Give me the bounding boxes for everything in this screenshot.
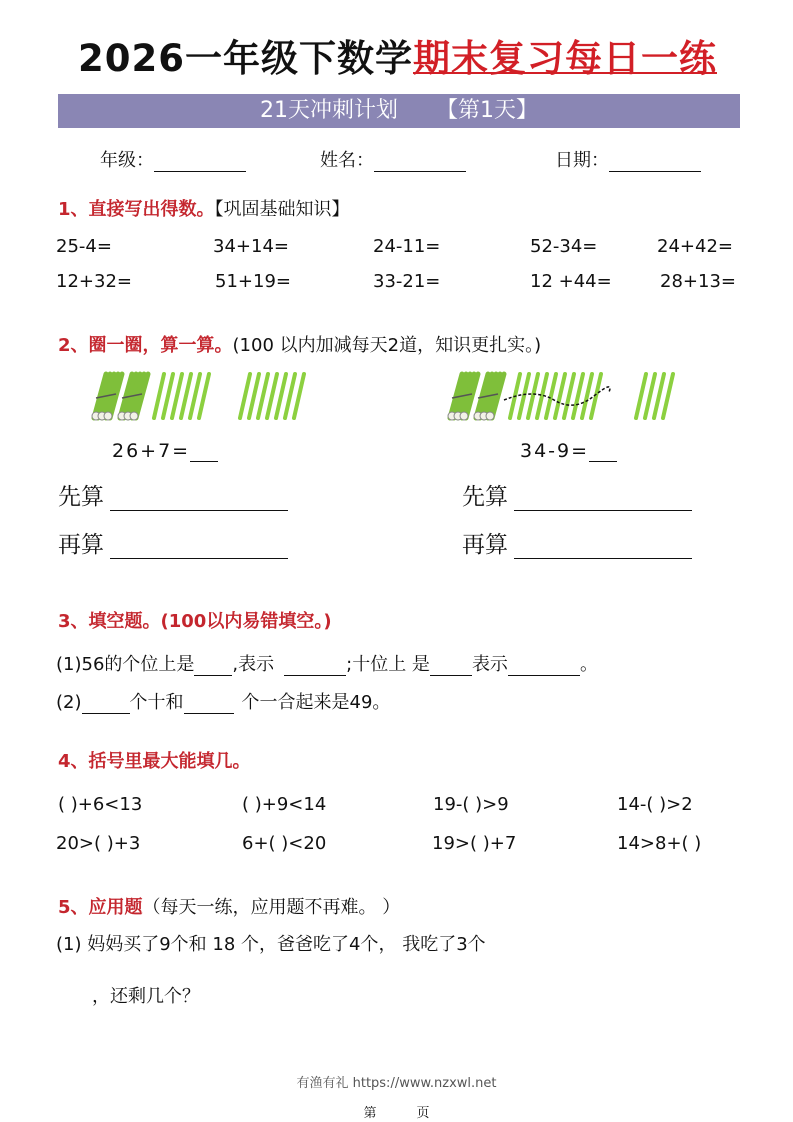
calc-problem: 24-11= bbox=[373, 236, 441, 257]
title-red: 期末复习每日一练 bbox=[412, 37, 717, 80]
calc-problem: 33-21= bbox=[373, 271, 441, 292]
right-first-blank[interactable] bbox=[514, 484, 692, 511]
section5-heading: 5、应用题（每天一练，应用题不再难。 ） bbox=[58, 897, 401, 918]
calc-problem: 25-4= bbox=[56, 236, 112, 257]
stick-bundle bbox=[448, 374, 478, 420]
inequality-item: 6+( )<20 bbox=[242, 833, 327, 854]
section2-heading: 2、圈一圈，算一算。(100 以内加减每天2道，知识更扎实。) bbox=[58, 335, 542, 356]
banner-day: 【第1天】 bbox=[436, 98, 538, 123]
right-then-blank[interactable] bbox=[514, 532, 692, 559]
left-first-step: 先算 bbox=[58, 478, 288, 511]
right-first-step: 先算 bbox=[462, 478, 692, 511]
calc-problem: 12+32= bbox=[56, 271, 132, 292]
grade-blank[interactable] bbox=[154, 151, 246, 172]
blank[interactable] bbox=[430, 655, 472, 676]
left-answer-blank[interactable] bbox=[190, 441, 218, 462]
footer-watermark: 有渔有礼 https://www.nzxwl.net bbox=[296, 1076, 497, 1091]
inequality-item: 19>( )+7 bbox=[432, 833, 517, 854]
calc-problem: 12 +44= bbox=[530, 271, 612, 292]
date-label: 日期： bbox=[555, 150, 609, 171]
stick-bundle bbox=[92, 374, 122, 420]
inequality-item: ( )+9<14 bbox=[242, 794, 327, 815]
blank[interactable] bbox=[284, 655, 346, 676]
title-black: 2026一年级下数学 bbox=[78, 37, 413, 80]
grade-field bbox=[100, 146, 246, 172]
left-expression: 26+7= bbox=[112, 440, 218, 462]
plan-banner bbox=[58, 94, 740, 128]
calc-problem: 28+13= bbox=[660, 271, 736, 292]
calc-problem: 52-34= bbox=[530, 236, 598, 257]
calc-problem: 24+42= bbox=[657, 236, 733, 257]
date-field bbox=[555, 146, 701, 172]
section1-heading: 1、直接写出得数。【巩固基础知识】 bbox=[58, 199, 350, 220]
calc-problem: 51+19= bbox=[215, 271, 291, 292]
right-then-step: 再算 bbox=[462, 526, 692, 559]
right-expression: 34-9= bbox=[520, 440, 617, 462]
left-first-blank[interactable] bbox=[110, 484, 288, 511]
inequality-item: 14-( )>2 bbox=[617, 794, 693, 815]
inequality-item: 14>8+( ) bbox=[617, 833, 702, 854]
inequality-item: 19-( )>9 bbox=[433, 794, 509, 815]
name-field bbox=[320, 146, 466, 172]
calc-problem: 34+14= bbox=[213, 236, 289, 257]
blank[interactable] bbox=[508, 655, 580, 676]
banner-plan: 21天冲刺计划 bbox=[260, 98, 398, 123]
name-label: 姓名： bbox=[320, 150, 374, 171]
page-number: 第 页 bbox=[363, 1106, 430, 1121]
blank[interactable] bbox=[82, 693, 130, 714]
left-then-blank[interactable] bbox=[110, 532, 288, 559]
fill-question-2: (2) 个十和 个一合起来是49。 bbox=[56, 692, 391, 713]
right-sticks-image bbox=[444, 370, 694, 424]
blank[interactable] bbox=[194, 655, 232, 676]
right-answer-blank[interactable] bbox=[589, 441, 617, 462]
word-problem-line-1: (1) 妈妈买了9个和 18 个，爸爸吃了4个， 我吃了3个 bbox=[56, 934, 486, 955]
page-title bbox=[78, 28, 717, 82]
name-blank[interactable] bbox=[374, 151, 466, 172]
blank[interactable] bbox=[184, 693, 234, 714]
inequality-item: ( )+6<13 bbox=[58, 794, 143, 815]
inequality-item: 20>( )+3 bbox=[56, 833, 141, 854]
left-sticks-image bbox=[88, 370, 338, 424]
word-problem-line-2: ，还剩几个？ bbox=[92, 986, 200, 1007]
grade-label: 年级： bbox=[100, 150, 154, 171]
fill-question-1: (1)56的个位上是 ,表示 ;十位上 是 表示 。 bbox=[56, 654, 598, 675]
section3-heading: 3、填空题。(100以内易错填空。) bbox=[58, 611, 332, 632]
section4-heading: 4、括号里最大能填几。 bbox=[58, 751, 251, 772]
left-then-step: 再算 bbox=[58, 526, 288, 559]
date-blank[interactable] bbox=[609, 151, 701, 172]
